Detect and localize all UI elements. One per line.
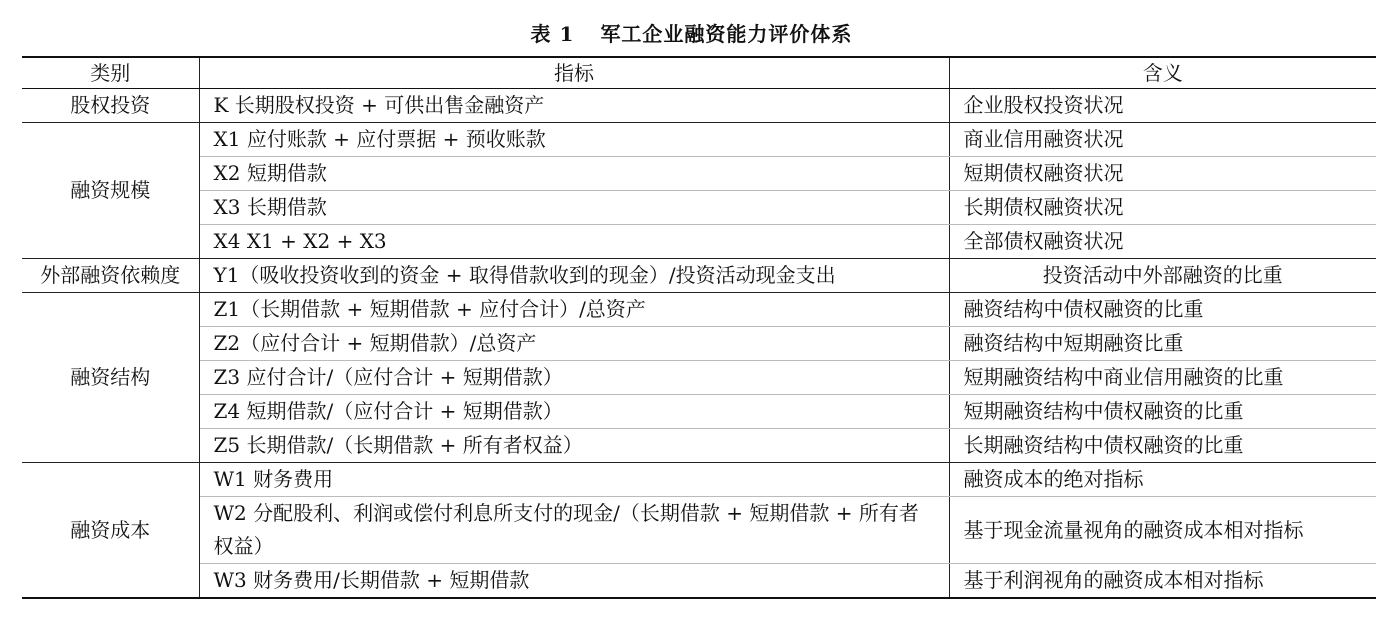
meaning-cell: 基于现金流量视角的融资成本相对指标 bbox=[949, 497, 1376, 564]
category-cell: 股权投资 bbox=[22, 89, 199, 123]
meaning-cell: 商业信用融资状况 bbox=[949, 123, 1376, 157]
indicator-cell: Z3 应付合计/（应付合计 + 短期借款） bbox=[199, 361, 949, 395]
table-row bbox=[22, 191, 1376, 225]
meaning-cell: 融资成本的绝对指标 bbox=[949, 463, 1376, 497]
meaning-cell: 短期融资结构中债权融资的比重 bbox=[949, 395, 1376, 429]
table-row bbox=[22, 564, 1376, 599]
table-row bbox=[22, 293, 1376, 327]
indicator-cell: W3 财务费用/长期借款 + 短期借款 bbox=[199, 564, 949, 599]
table-row bbox=[22, 361, 1376, 395]
header-category: 类别 bbox=[22, 57, 199, 89]
category-cell: 外部融资依赖度 bbox=[22, 259, 199, 293]
meaning-cell: 短期融资结构中商业信用融资的比重 bbox=[949, 361, 1376, 395]
header-indicator: 指标 bbox=[199, 57, 949, 89]
table-row bbox=[22, 327, 1376, 361]
indicator-cell: X3 长期借款 bbox=[199, 191, 949, 225]
table-row bbox=[22, 497, 1376, 564]
meaning-cell: 全部债权融资状况 bbox=[949, 225, 1376, 259]
table-row bbox=[22, 463, 1376, 497]
table-title: 军工企业融资能力评价体系 bbox=[600, 22, 853, 46]
indicator-cell: W2 分配股利、利润或偿付利息所支付的现金/（长期借款 + 短期借款 + 所有者权益） bbox=[199, 497, 949, 564]
table-row bbox=[22, 259, 1376, 293]
meaning-cell: 长期债权融资状况 bbox=[949, 191, 1376, 225]
table-row bbox=[22, 395, 1376, 429]
indicator-cell: W1 财务费用 bbox=[199, 463, 949, 497]
table-row bbox=[22, 157, 1376, 191]
indicator-cell: Z4 短期借款/（应付合计 + 短期借款） bbox=[199, 395, 949, 429]
category-cell: 融资结构 bbox=[22, 293, 199, 463]
category-cell: 融资规模 bbox=[22, 123, 199, 259]
header-meaning: 含义 bbox=[949, 57, 1376, 89]
table-row bbox=[22, 123, 1376, 157]
meaning-cell: 企业股权投资状况 bbox=[949, 89, 1376, 123]
indicator-cell: X1 应付账款 + 应付票据 + 预收账款 bbox=[199, 123, 949, 157]
indicator-cell: Z5 长期借款/（长期借款 + 所有者权益） bbox=[199, 429, 949, 463]
header-row bbox=[22, 57, 1376, 89]
indicator-cell: Z2（应付合计 + 短期借款）/总资产 bbox=[199, 327, 949, 361]
indicator-cell: Y1（吸收投资收到的资金 + 取得借款收到的现金）/投资活动现金支出 bbox=[199, 259, 949, 293]
meaning-cell: 融资结构中债权融资的比重 bbox=[949, 293, 1376, 327]
meaning-cell: 长期融资结构中债权融资的比重 bbox=[949, 429, 1376, 463]
indicator-cell: Z1（长期借款 + 短期借款 + 应付合计）/总资产 bbox=[199, 293, 949, 327]
table-row bbox=[22, 89, 1376, 123]
indicator-cell: X2 短期借款 bbox=[199, 157, 949, 191]
indicator-cell: K 长期股权投资 + 可供出售金融资产 bbox=[199, 89, 949, 123]
meaning-cell: 短期债权融资状况 bbox=[949, 157, 1376, 191]
table-number: 表 1 bbox=[530, 22, 575, 46]
table-row bbox=[22, 225, 1376, 259]
category-cell: 融资成本 bbox=[22, 463, 199, 599]
table-row bbox=[22, 429, 1376, 463]
meaning-cell: 基于利润视角的融资成本相对指标 bbox=[949, 564, 1376, 599]
meaning-cell: 融资结构中短期融资比重 bbox=[949, 327, 1376, 361]
table-caption bbox=[0, 18, 1383, 47]
evaluation-table bbox=[22, 56, 1376, 599]
indicator-cell: X4 X1 + X2 + X3 bbox=[199, 225, 949, 259]
meaning-cell: 投资活动中外部融资的比重 bbox=[949, 259, 1376, 293]
